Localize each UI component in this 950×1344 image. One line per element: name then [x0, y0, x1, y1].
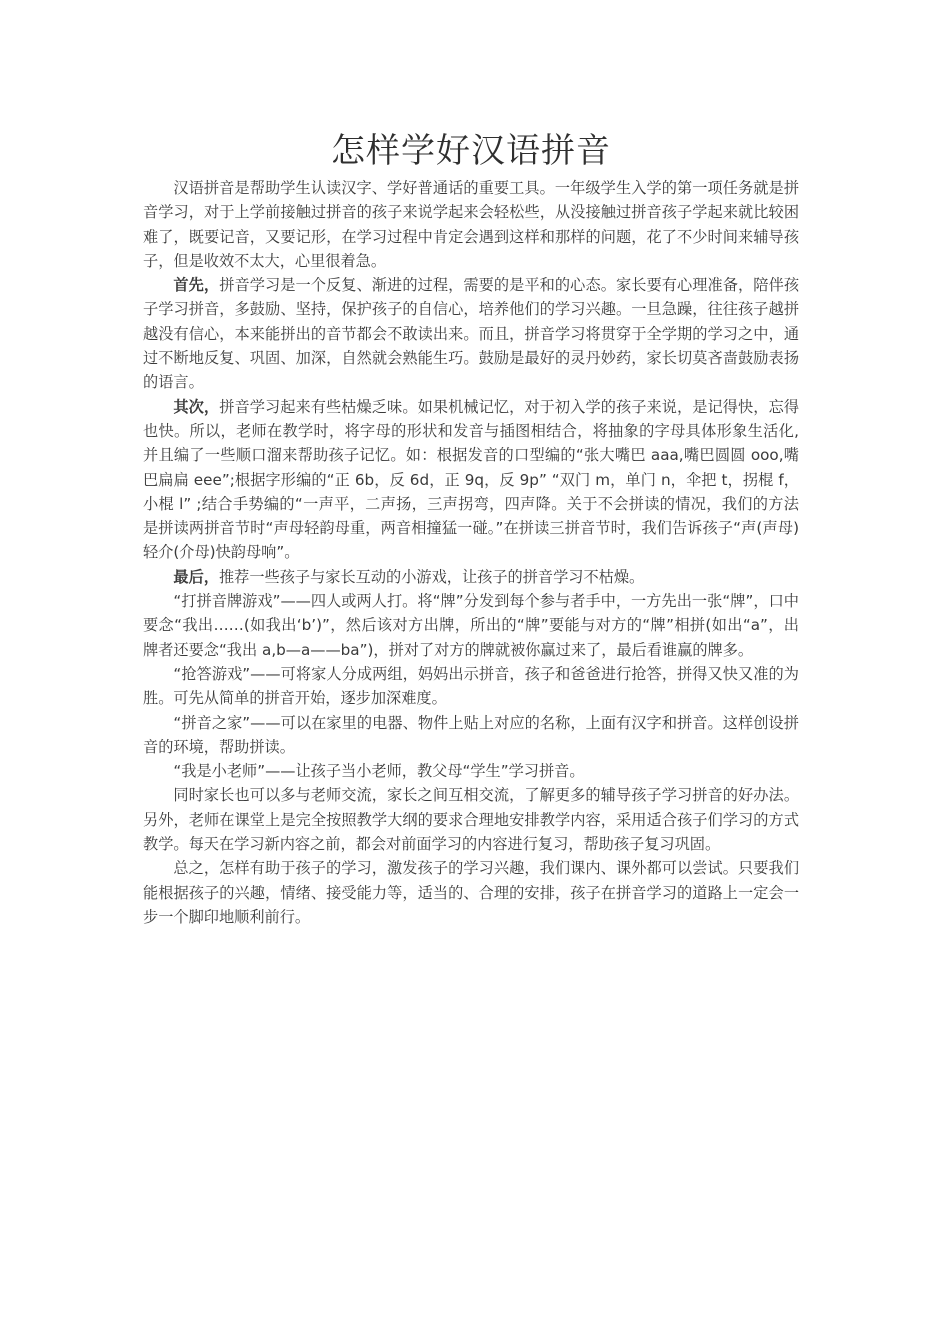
paragraph-text: “抢答游戏”——可将家人分成两组，妈妈出示拼音，孩子和爸爸进行抢答，拼得又快又准的为胜。可先从简单的拼音开始，逐步加深难度。 — [143, 664, 799, 708]
paragraph-lead: 其次， — [173, 397, 220, 416]
paragraph-text: 拼音学习是一个反复、渐进的过程，需要的是平和的心态。家长要有心理准备，陪伴孩子学习拼音，多鼓励、坚持，保护孩子的自信心，培养他们的学习兴趣。一旦急躁，往往孩子越拼越没有信心，本来能拼出的音节都会不敢读出来。而且，拼音学习将贯穿于全学期的学习之中，通过不断地反复、巩固、加深，自然就会熟能生巧。鼓励是最好的灵丹妙药，家长切莫吝啬鼓励表扬的语言。 — [143, 276, 800, 392]
paragraph-text: 总之，怎样有助于孩子的学习，激发孩子的学习兴趣，我们课内、课外都可以尝试。只要我们能根据孩子的兴趣，情绪、接受能力等，适当的、合理的安排，孩子在拼音学习的道路上一定会一步一个脚印地顺利前行。 — [143, 859, 799, 926]
paragraph-last — [143, 565, 799, 589]
paragraph-text: “我是小老师”——让孩子当小老师，教父母“学生”学习拼音。 — [173, 762, 585, 781]
paragraph-game-home — [143, 711, 799, 760]
document-page — [143, 128, 799, 929]
paragraph-text: 汉语拼音是帮助学生认读汉字、学好普通话的重要工具。一年级学生入学的第一项任务就是拼音学习，对于上学前接触过拼音的孩子来说学起来会轻松些，从没接触过拼音孩子学起来就比较困难了，既要记音，又要记形，在学习过程中肯定会遇到这样和那样的问题，花了不少时间来辅导孩子，但是收效不太大，心里很着急。 — [143, 179, 799, 270]
paragraph-lead: 最后， — [173, 567, 219, 586]
paragraph-game-quiz — [143, 662, 799, 711]
paragraph-game-cards — [143, 589, 799, 662]
paragraph-summary — [143, 856, 799, 929]
paragraph-game-teacher — [143, 759, 799, 783]
paragraph-text: “打拼音牌游戏”——四人或两人打。将“牌”分发到每个参与者手中，一方先出一张“牌”，口中要念“我出……(如我出‘b’)”，然后该对方出牌，所出的“牌”要能与对方的“牌”相拼(如出“a”，出牌者还要念“我出 a,b—a——ba”)，拼对了对方的牌就被你赢过来了，最后看谁赢的牌多。 — [143, 592, 799, 659]
paragraph-first — [143, 273, 799, 394]
paragraph-communication — [143, 783, 799, 856]
paragraph-second — [143, 395, 799, 565]
paragraph-text: 拼音学习起来有些枯燥乏味。如果机械记忆，对于初入学的孩子来说，是记得快，忘得也快。所以，老师在教学时，将字母的形状和发音与插图相结合，将抽象的字母具体形象生活化,并且编了一些顺口溜来帮助孩子记忆。如：根据发音的口型编的“张大嘴巴 aaa,嘴巴圆圆 ooo,嘴巴扁扁 eee”;根据字形编的“正 6b，反 6d，正 9q，反 9p” “双门 m，单门 n，伞把 t，拐棍 f，小棍 l” ;结合手势编的“一声平，二声扬，三声拐弯，四声降。关于不会拼读的情况，我们的方法是拼读两拼音节时“声母轻韵母重，两音相撞猛一碰。”在拼读三拼音节时，我们告诉孩子“声(声母)轻介(介母)快韵母响”。 — [143, 397, 800, 562]
paragraph-lead: 首先， — [173, 276, 220, 295]
paragraph-text: 推荐一些孩子与家长互动的小游戏，让孩子的拼音学习不枯燥。 — [218, 567, 645, 586]
paragraph-text: “拼音之家”——可以在家里的电器、物件上贴上对应的名称，上面有汉字和拼音。这样创设拼音的环境，帮助拼读。 — [143, 713, 799, 756]
paragraph-text: 同时家长也可以多与老师交流，家长之间互相交流，了解更多的辅导孩子学习拼音的好办法。另外，老师在课堂上是完全按照教学大纲的要求合理地安排教学内容，采用适合孩子们学习的方式教学。每天在学习新内容之前，都会对前面学习的内容进行复习，帮助孩子复习巩固。 — [143, 786, 799, 854]
page-title: 怎样学好汉语拼音 — [331, 131, 611, 171]
paragraph-intro — [143, 176, 799, 273]
